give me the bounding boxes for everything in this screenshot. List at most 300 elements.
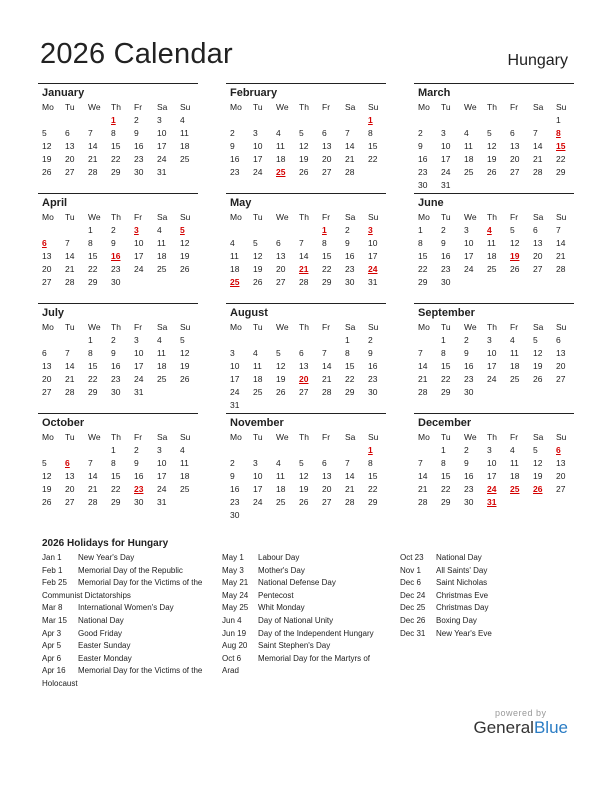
day: 7 xyxy=(418,348,423,358)
day: 30 xyxy=(464,497,474,507)
day: 19 xyxy=(253,264,263,274)
day: 6 xyxy=(42,348,47,358)
holiday-item xyxy=(42,653,213,666)
weekday-header: Tu xyxy=(441,322,451,332)
day: 23 xyxy=(464,374,474,384)
day: 17 xyxy=(487,361,497,371)
day: 24 xyxy=(253,497,263,507)
day: 16 xyxy=(111,361,121,371)
day: 31 xyxy=(230,400,240,410)
day: 5 xyxy=(276,348,281,358)
day: 2 xyxy=(368,335,373,345)
holiday-name: Christmas Day xyxy=(436,603,489,613)
day: 14 xyxy=(299,251,309,261)
day: 17 xyxy=(253,154,263,164)
day: 2 xyxy=(230,128,235,138)
weekday-header: Mo xyxy=(418,102,430,112)
day: 29 xyxy=(345,387,355,397)
day: 14 xyxy=(322,361,332,371)
day: 18 xyxy=(180,141,190,151)
day: 5 xyxy=(253,238,258,248)
empty-cell xyxy=(414,444,437,457)
holiday-day: 1 xyxy=(368,445,373,455)
holiday-date: May 24 xyxy=(222,590,249,600)
day: 21 xyxy=(345,484,355,494)
month-january xyxy=(38,83,198,189)
day: 8 xyxy=(111,128,116,138)
holiday-date: Dec 6 xyxy=(400,578,421,588)
empty-cell xyxy=(38,334,61,347)
day: 22 xyxy=(368,484,378,494)
day: 5 xyxy=(533,445,538,455)
holiday-day: 15 xyxy=(556,141,566,151)
day: 29 xyxy=(368,497,378,507)
day: 8 xyxy=(441,348,446,358)
holiday-item xyxy=(400,628,571,641)
day: 11 xyxy=(157,238,166,248)
day: 6 xyxy=(322,458,327,468)
holiday-day: 5 xyxy=(180,225,185,235)
month-february xyxy=(226,83,386,189)
day: 15 xyxy=(441,471,451,481)
empty-cell xyxy=(61,114,84,127)
day: 7 xyxy=(322,348,327,358)
day: 20 xyxy=(533,251,543,261)
day: 8 xyxy=(368,458,373,468)
day: 12 xyxy=(253,251,263,261)
holiday-item xyxy=(42,628,213,641)
empty-cell xyxy=(414,114,437,127)
holiday-day: 8 xyxy=(556,128,561,138)
day-grid xyxy=(226,211,386,289)
day: 24 xyxy=(157,154,167,164)
day: 1 xyxy=(556,115,561,125)
month-december xyxy=(414,413,574,519)
day: 23 xyxy=(418,167,428,177)
holiday-date: Nov 1 xyxy=(400,565,421,575)
day: 14 xyxy=(345,471,355,481)
day: 5 xyxy=(180,335,185,345)
day: 27 xyxy=(299,387,309,397)
day: 9 xyxy=(230,471,235,481)
weekday-header: Mo xyxy=(230,322,242,332)
month-august xyxy=(226,303,386,409)
day: 2 xyxy=(111,335,116,345)
day: 14 xyxy=(88,141,98,151)
day: 10 xyxy=(368,238,378,248)
page-title: 2026 Calendar xyxy=(40,38,233,70)
holiday-date: May 1 xyxy=(222,553,244,562)
day: 17 xyxy=(134,361,144,371)
day: 26 xyxy=(180,264,190,274)
day: 22 xyxy=(368,154,378,164)
day: 22 xyxy=(111,484,121,494)
day: 27 xyxy=(42,277,52,287)
holiday-column-1 xyxy=(42,552,213,691)
day: 13 xyxy=(510,141,520,151)
day: 3 xyxy=(134,335,139,345)
day: 28 xyxy=(345,167,355,177)
weekday-header: We xyxy=(276,102,289,112)
day: 19 xyxy=(533,471,543,481)
day: 3 xyxy=(157,445,162,455)
weekday-header: Su xyxy=(368,322,379,332)
day: 2 xyxy=(134,115,139,125)
empty-cell xyxy=(318,444,341,457)
day: 21 xyxy=(556,251,566,261)
day: 12 xyxy=(487,141,497,151)
day: 23 xyxy=(441,264,451,274)
day: 15 xyxy=(345,361,355,371)
day: 1 xyxy=(441,335,446,345)
day: 4 xyxy=(157,335,162,345)
day: 10 xyxy=(157,128,167,138)
holiday-day: 21 xyxy=(299,264,309,274)
day: 13 xyxy=(322,141,332,151)
weekday-header: Fr xyxy=(510,432,519,442)
weekday-header: Sa xyxy=(345,432,356,442)
weekday-header: Mo xyxy=(230,102,242,112)
day: 29 xyxy=(111,167,121,177)
day: 20 xyxy=(42,374,52,384)
day: 15 xyxy=(88,361,98,371)
day: 27 xyxy=(510,167,520,177)
holiday-item xyxy=(42,602,213,615)
day: 15 xyxy=(111,141,121,151)
day: 3 xyxy=(230,348,235,358)
day: 29 xyxy=(441,387,451,397)
day: 5 xyxy=(42,128,47,138)
day: 3 xyxy=(253,128,258,138)
day: 14 xyxy=(533,141,543,151)
day: 31 xyxy=(368,277,378,287)
empty-cell xyxy=(295,444,318,457)
weekday-header: Th xyxy=(111,102,121,112)
day: 8 xyxy=(345,348,350,358)
day: 26 xyxy=(180,374,190,384)
holiday-date: May 3 xyxy=(222,565,244,575)
day-grid xyxy=(38,211,198,289)
weekday-header: Su xyxy=(556,322,567,332)
day: 27 xyxy=(533,264,543,274)
day: 25 xyxy=(180,154,190,164)
day: 9 xyxy=(464,348,469,358)
empty-cell xyxy=(38,444,61,457)
day: 21 xyxy=(345,154,355,164)
weekday-header: Fr xyxy=(322,432,331,442)
holiday-date: Dec 31 xyxy=(400,628,426,638)
empty-cell xyxy=(61,444,84,457)
day: 24 xyxy=(230,387,240,397)
day: 23 xyxy=(345,264,355,274)
holiday-date: Feb 1 xyxy=(42,565,63,575)
day: 10 xyxy=(134,348,144,358)
holiday-name: Saint Nicholas xyxy=(436,578,488,588)
day: 10 xyxy=(253,471,263,481)
day: 21 xyxy=(88,154,98,164)
empty-cell xyxy=(460,114,483,127)
empty-cell xyxy=(341,114,364,127)
day: 2 xyxy=(464,445,469,455)
day: 14 xyxy=(88,471,98,481)
weekday-header: Th xyxy=(111,322,121,332)
holiday-item xyxy=(222,565,393,578)
day: 24 xyxy=(134,374,144,384)
holiday-name: Memorial Day for the Victims of the xyxy=(78,666,203,676)
holiday-item xyxy=(400,577,571,590)
day: 21 xyxy=(88,484,98,494)
holiday-day: 3 xyxy=(368,225,373,235)
day: 21 xyxy=(418,374,428,384)
holiday-date: Dec 26 xyxy=(400,615,426,625)
day: 6 xyxy=(510,128,515,138)
weekday-header: We xyxy=(88,102,101,112)
holiday-item xyxy=(42,665,213,678)
weekday-header: Tu xyxy=(441,102,451,112)
day: 11 xyxy=(180,128,189,138)
holiday-day: 4 xyxy=(487,225,492,235)
month-name: May xyxy=(230,197,252,209)
day: 11 xyxy=(230,251,239,261)
day: 20 xyxy=(322,154,332,164)
weekday-header: Fr xyxy=(134,432,143,442)
day: 26 xyxy=(487,167,497,177)
day-grid xyxy=(38,321,198,399)
weekday-header: Tu xyxy=(65,432,75,442)
empty-cell xyxy=(506,114,529,127)
day: 12 xyxy=(180,238,190,248)
day: 26 xyxy=(299,167,309,177)
day: 8 xyxy=(88,348,93,358)
day: 22 xyxy=(111,154,121,164)
day: 2 xyxy=(111,225,116,235)
month-name: October xyxy=(42,417,85,429)
day: 2 xyxy=(441,225,446,235)
month-row xyxy=(38,83,574,189)
holiday-item xyxy=(42,615,213,628)
day: 28 xyxy=(88,167,98,177)
day: 26 xyxy=(42,167,52,177)
empty-cell xyxy=(226,334,249,347)
empty-cell xyxy=(295,224,318,237)
holiday-name: Day of the Independent Hungary xyxy=(258,628,374,638)
day: 23 xyxy=(111,374,121,384)
day: 8 xyxy=(441,458,446,468)
day: 22 xyxy=(441,374,451,384)
day: 12 xyxy=(299,471,309,481)
weekday-header: Th xyxy=(111,212,121,222)
month-april xyxy=(38,193,198,299)
weekday-header: We xyxy=(464,322,477,332)
day: 13 xyxy=(533,238,543,248)
holiday-day: 6 xyxy=(556,445,561,455)
day: 20 xyxy=(322,484,332,494)
day: 24 xyxy=(441,167,451,177)
day: 13 xyxy=(322,471,332,481)
weekday-header: We xyxy=(88,322,101,332)
day: 12 xyxy=(510,238,520,248)
month-name: April xyxy=(42,197,68,209)
day: 4 xyxy=(157,225,162,235)
day: 17 xyxy=(230,374,240,384)
day: 21 xyxy=(322,374,332,384)
day: 22 xyxy=(441,484,451,494)
day: 28 xyxy=(345,497,355,507)
day: 31 xyxy=(157,167,167,177)
weekday-header: We xyxy=(276,322,289,332)
day: 25 xyxy=(157,374,167,384)
day: 9 xyxy=(441,238,446,248)
day: 5 xyxy=(42,458,47,468)
day: 2 xyxy=(464,335,469,345)
holiday-day: 24 xyxy=(368,264,378,274)
day: 10 xyxy=(230,361,240,371)
holiday-item xyxy=(42,640,213,653)
empty-cell xyxy=(249,444,272,457)
day-grid xyxy=(414,211,574,289)
day: 23 xyxy=(230,167,240,177)
weekday-header: Sa xyxy=(533,212,544,222)
holiday-day: 19 xyxy=(510,251,520,261)
weekday-header: We xyxy=(464,432,477,442)
day: 11 xyxy=(510,348,519,358)
day: 1 xyxy=(441,445,446,455)
day: 13 xyxy=(42,361,52,371)
empty-cell xyxy=(249,334,272,347)
day: 15 xyxy=(418,251,428,261)
day: 27 xyxy=(65,167,75,177)
day: 26 xyxy=(253,277,263,287)
day: 27 xyxy=(556,374,566,384)
weekday-header: Sa xyxy=(345,322,356,332)
month-november xyxy=(226,413,386,519)
day: 29 xyxy=(111,497,121,507)
holiday-day: 16 xyxy=(111,251,121,261)
weekday-header: Su xyxy=(180,212,191,222)
day: 30 xyxy=(134,497,144,507)
holiday-day: 20 xyxy=(299,374,309,384)
day: 20 xyxy=(65,484,75,494)
day: 15 xyxy=(88,251,98,261)
holiday-item xyxy=(400,602,571,615)
day: 2 xyxy=(230,458,235,468)
day: 2 xyxy=(134,445,139,455)
day: 3 xyxy=(487,335,492,345)
holiday-name: International Women's Day xyxy=(78,603,174,613)
month-name: August xyxy=(230,307,268,319)
day: 22 xyxy=(322,264,332,274)
day: 9 xyxy=(464,458,469,468)
day: 11 xyxy=(157,348,166,358)
day: 6 xyxy=(65,128,70,138)
day: 5 xyxy=(510,225,515,235)
day: 29 xyxy=(418,277,428,287)
holiday-date: Feb 25 xyxy=(42,578,67,588)
day: 17 xyxy=(441,154,451,164)
holiday-date: Apr 3 xyxy=(42,628,62,638)
holiday-name: All Saints' Day xyxy=(436,565,488,575)
day: 10 xyxy=(441,141,451,151)
day: 18 xyxy=(253,374,263,384)
day: 20 xyxy=(556,361,566,371)
day: 4 xyxy=(180,445,185,455)
holiday-name: Pentecost xyxy=(258,590,294,600)
holiday-date: Jan 1 xyxy=(42,553,62,562)
holiday-date: Apr 5 xyxy=(42,641,62,651)
day: 20 xyxy=(556,471,566,481)
weekday-header: Fr xyxy=(322,102,331,112)
weekday-header: Su xyxy=(180,322,191,332)
weekday-header: Th xyxy=(299,212,309,222)
day: 19 xyxy=(299,154,309,164)
weekday-header: Mo xyxy=(42,102,54,112)
day: 1 xyxy=(111,445,116,455)
empty-cell xyxy=(414,334,437,347)
day-grid xyxy=(414,431,574,509)
day: 29 xyxy=(556,167,566,177)
day: 1 xyxy=(418,225,423,235)
day: 13 xyxy=(556,458,566,468)
holiday-day: 31 xyxy=(487,497,497,507)
day: 29 xyxy=(441,497,451,507)
weekday-header: Su xyxy=(180,432,191,442)
weekday-header: Mo xyxy=(230,212,242,222)
brand-name: GeneralBlue xyxy=(473,718,568,737)
holiday-item xyxy=(400,565,571,578)
day: 14 xyxy=(418,361,428,371)
empty-cell xyxy=(272,114,295,127)
weekday-header: Sa xyxy=(533,322,544,332)
holiday-name: Good Friday xyxy=(78,628,123,638)
holiday-column-3 xyxy=(400,552,571,640)
day: 12 xyxy=(276,361,286,371)
day: 7 xyxy=(88,128,93,138)
day: 12 xyxy=(533,348,543,358)
weekday-header: We xyxy=(276,212,289,222)
day: 7 xyxy=(345,128,350,138)
weekday-header: Sa xyxy=(157,212,168,222)
day: 18 xyxy=(510,471,520,481)
weekday-header: Th xyxy=(487,432,497,442)
day: 9 xyxy=(111,348,116,358)
day: 16 xyxy=(230,154,240,164)
empty-cell xyxy=(38,224,61,237)
empty-cell xyxy=(61,334,84,347)
empty-cell xyxy=(84,114,107,127)
day: 27 xyxy=(42,387,52,397)
holiday-day: 26 xyxy=(533,484,543,494)
day: 19 xyxy=(533,361,543,371)
holiday-item xyxy=(222,640,393,653)
day: 26 xyxy=(276,387,286,397)
weekday-header: Th xyxy=(111,432,121,442)
weekday-header: Fr xyxy=(322,322,331,332)
empty-cell xyxy=(226,114,249,127)
day: 7 xyxy=(418,458,423,468)
day: 17 xyxy=(157,471,167,481)
empty-cell xyxy=(318,334,341,347)
day: 15 xyxy=(441,361,451,371)
holiday-date: Aug 20 xyxy=(222,641,248,651)
weekday-header: Th xyxy=(487,102,497,112)
day: 6 xyxy=(556,335,561,345)
weekday-header: We xyxy=(88,212,101,222)
weekday-header: Mo xyxy=(418,212,430,222)
day: 9 xyxy=(368,348,373,358)
day: 14 xyxy=(345,141,355,151)
month-row xyxy=(38,413,574,519)
powered-by-text: powered by xyxy=(494,708,547,718)
